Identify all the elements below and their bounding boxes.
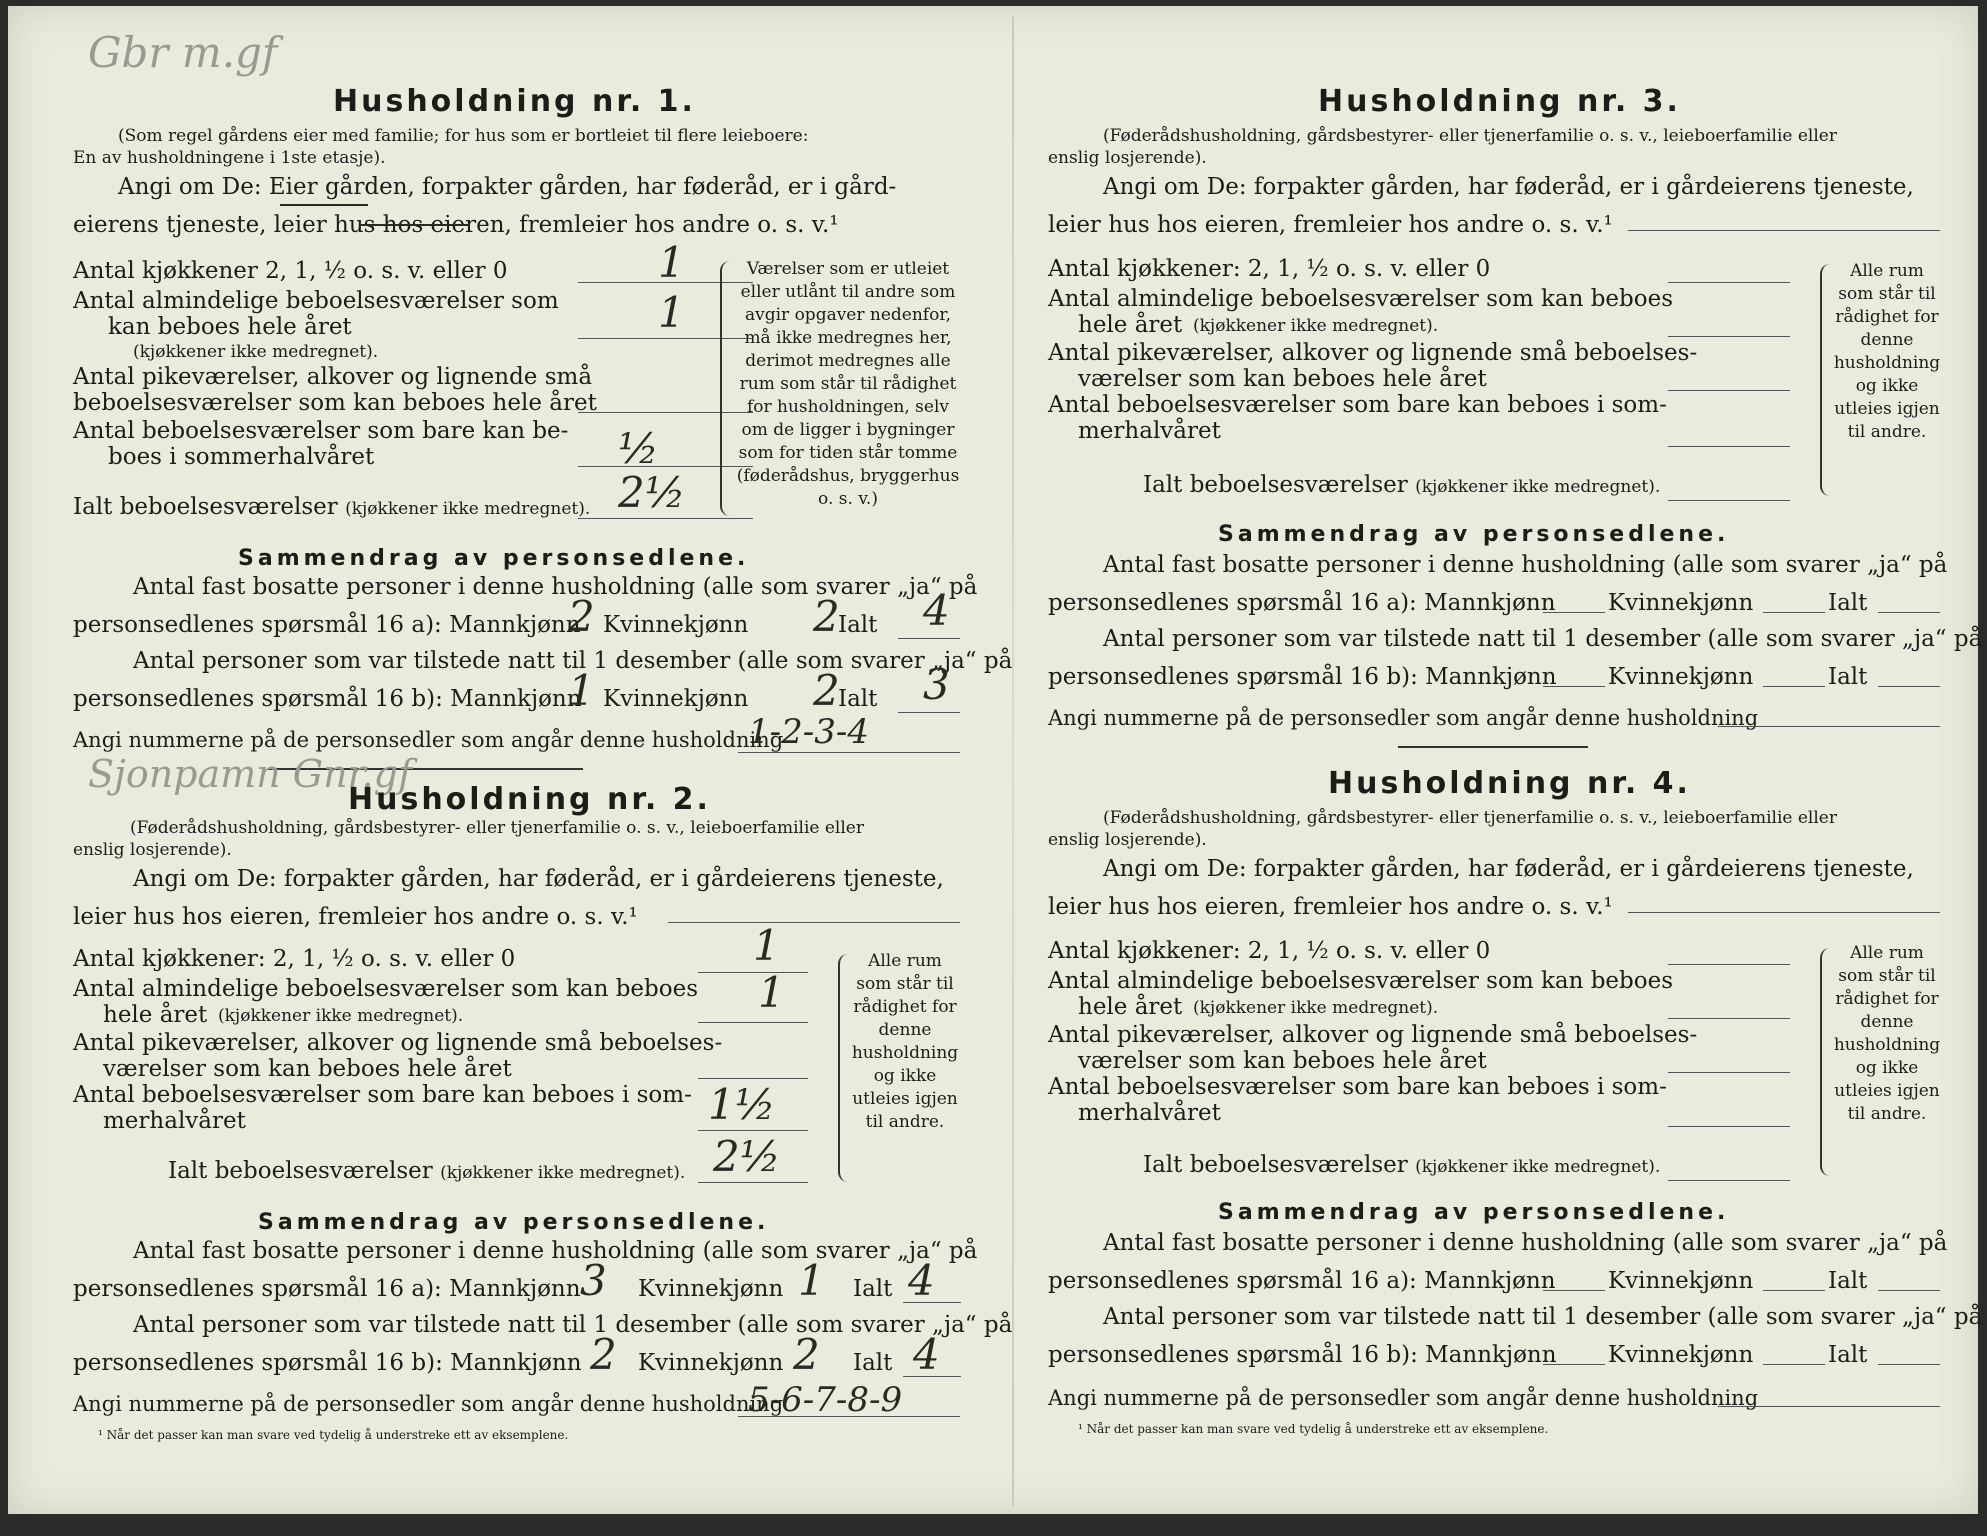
h4-row-somm-1: Antal beboelsesværelser som bare kan beboes i som- xyxy=(1048,1074,1667,1100)
fill-line xyxy=(1668,1018,1790,1019)
h3-side-note: Alle rum som står til rådighet for denne husholdning og ikke utleies igjen til andre. xyxy=(1833,261,1941,442)
hw-h2-m16b: 2 xyxy=(590,1330,617,1379)
fill-line xyxy=(1668,964,1790,965)
fill-line xyxy=(698,1078,808,1079)
fill-line xyxy=(738,752,960,753)
fill-line xyxy=(1878,1290,1940,1291)
h3-row-alm-1: Antal almindelige beboelsesværelser som kan beboes xyxy=(1048,286,1674,312)
h1-kvinne-1: Kvinnekjønn xyxy=(603,612,749,638)
h3-row-kjokken: Antal kjøkkener: 2, 1, ½ o. s. v. eller 0 xyxy=(1048,256,1491,282)
h4-row-alm-1: Antal almindelige beboelsesværelser som kan beboes xyxy=(1048,968,1674,994)
fill-line xyxy=(1668,336,1790,337)
fill-line xyxy=(698,1182,808,1183)
h1-row-ialt xyxy=(73,494,590,520)
h4-row-pike-1: Antal pikeværelser, alkover og lignende små beboelses- xyxy=(1048,1022,1698,1048)
fill-line xyxy=(1763,1290,1825,1291)
hw-h2-m16a: 3 xyxy=(580,1256,607,1305)
h1-side-note: Værelser som er utleiet eller utlånt til andre som avgir opgaver nedenfor, må ikke medregnes her, derimot medregnes alle rum som står til rådighet for husholdningen, selv om de ligger i bygninger som for tiden står tomme (føderådshus, bryggerhus o. s. v.) xyxy=(736,259,960,509)
h4-sum-1b: personsedlenes spørsmål 16 a): Mannkjønn xyxy=(1048,1268,1556,1294)
household-1-title: Husholdning nr. 1. xyxy=(333,84,696,119)
page-fold xyxy=(1012,16,1014,1506)
h4-nummer-label: Angi nummerne på de personsedler som angår denne husholdning xyxy=(1048,1386,1759,1410)
h3-row-alm-3: (kjøkkener ikke medregnet). xyxy=(1193,316,1439,336)
h4-footnote: ¹ Når det passer kan man svare ved tydelig å understreke ett av eksemplene. xyxy=(1078,1422,1549,1436)
household-4-angi-2: leier hus hos eieren, fremleier hos andre o. s. v.¹ xyxy=(1048,894,1613,920)
fill-line xyxy=(903,1376,961,1377)
hw-h2-i16a: 4 xyxy=(908,1256,935,1305)
fill-line xyxy=(1543,1364,1605,1365)
fill-line xyxy=(578,518,753,519)
h2-row-alm-3: (kjøkkener ikke medregnet). xyxy=(218,1006,464,1026)
h3-row-pike-1: Antal pikeværelser, alkover og lignende små beboelses- xyxy=(1048,340,1698,366)
hw-h1-ialt: 2½ xyxy=(618,468,686,517)
household-4-title: Husholdning nr. 4. xyxy=(1328,766,1691,801)
right-page xyxy=(1038,6,1983,1514)
h4-nummer xyxy=(1048,1386,1758,1410)
household-3-title: Husholdning nr. 3. xyxy=(1318,84,1681,119)
household-4-angi-1: Angi om De: forpakter gården, har føderåd, er i gårdeierens tjeneste, xyxy=(1103,856,1914,882)
h2-row-kjokken: Antal kjøkkener: 2, 1, ½ o. s. v. eller 0 xyxy=(73,946,516,972)
fill-line xyxy=(1543,612,1605,613)
h3-row-somm-1: Antal beboelsesværelser som bare kan beboes i som- xyxy=(1048,392,1667,418)
h2-sum-1a: Antal fast bosatte personer i denne husholdning (alle som svarer „ja“ på xyxy=(133,1238,978,1264)
h3-summary-title: Sammendrag av personsedlene. xyxy=(1218,522,1730,547)
hw-h1-k16b: 2 xyxy=(813,666,840,715)
fill-line xyxy=(668,922,960,923)
fill-line xyxy=(1878,686,1940,687)
h4-sum-2a: Antal personer som var tilstede natt til 1 desember (alle som svarer „ja“ på xyxy=(1103,1304,1983,1330)
hw-h1-kjokken: 1 xyxy=(658,238,685,287)
h2-kvinne-1: Kvinnekjønn xyxy=(638,1276,784,1302)
h1-summary-title: Sammendrag av personsedlene. xyxy=(238,546,750,571)
household-2-angi-1: Angi om De: forpakter gården, har føderåd, er i gårdeierens tjeneste, xyxy=(133,866,944,892)
hw-h1-somm: ½ xyxy=(618,424,659,473)
h4-row-ialt xyxy=(1143,1152,1660,1178)
h1-row-somm-2: boes i sommerhalvåret xyxy=(108,444,375,470)
h1-ialt-label: Ialt beboelsesværelser xyxy=(73,494,338,520)
brace xyxy=(1820,948,1832,1176)
fill-line xyxy=(1668,282,1790,283)
h4-ialt-label: Ialt beboelsesværelser xyxy=(1143,1152,1408,1178)
hw-h2-kjokken: 1 xyxy=(753,921,780,970)
fill-line xyxy=(698,972,808,973)
h4-side-note: Alle rum som står til rådighet for denne husholdning og ikke utleies igjen til andre. xyxy=(1833,943,1941,1124)
fill-line xyxy=(1668,500,1790,501)
pencil-note-top: Gbr m.gf xyxy=(88,28,278,77)
strikethrough-hos-eieren xyxy=(360,224,470,226)
h4-sum-1a: Antal fast bosatte personer i denne husholdning (alle som svarer „ja“ på xyxy=(1103,1230,1948,1256)
h4-kvinne-1: Kvinnekjønn xyxy=(1608,1268,1754,1294)
household-4-intro: (Føderådshusholdning, gårdsbestyrer- eller tjenerfamilie o. s. v., leieboerfamilie eller xyxy=(1103,808,1837,828)
h3-sum-2a: Antal personer som var tilstede natt til 1 desember (alle som svarer „ja“ på xyxy=(1103,626,1983,652)
fill-line xyxy=(698,1022,808,1023)
census-sheet xyxy=(8,6,1983,1514)
h4-summary-title: Sammendrag av personsedlene. xyxy=(1218,1200,1730,1225)
h2-row-ialt xyxy=(168,1158,685,1184)
h3-nummer xyxy=(1048,706,1758,730)
hw-h1-nummer: 1-2-3-4 xyxy=(748,712,869,752)
brace xyxy=(1820,264,1832,496)
h4-ialt-2: Ialt xyxy=(1828,1342,1868,1368)
fill-line xyxy=(1878,1364,1940,1365)
h2-sum-2b: personsedlenes spørsmål 16 b): Mannkjønn xyxy=(73,1350,582,1376)
h3-sum-2b: personsedlenes spørsmål 16 b): Mannkjønn xyxy=(1048,664,1557,690)
h1-ialt-1: Ialt xyxy=(838,612,878,638)
hw-h1-m16b: 1 xyxy=(568,666,595,715)
h1-ialt-note: (kjøkkener ikke medregnet). xyxy=(345,499,591,519)
fill-line xyxy=(898,712,960,713)
h1-nummer-label: Angi nummerne på de personsedler som angår denne husholdning xyxy=(73,728,784,752)
h1-ialt-2: Ialt xyxy=(838,686,878,712)
fill-line xyxy=(698,1130,808,1131)
household-3-intro: (Føderådshusholdning, gårdsbestyrer- eller tjenerfamilie o. s. v., leieboerfamilie eller xyxy=(1103,126,1837,146)
h4-kvinne-2: Kvinnekjønn xyxy=(1608,1342,1754,1368)
left-page xyxy=(58,6,1013,1514)
h4-ialt-note: (kjøkkener ikke medregnet). xyxy=(1415,1157,1661,1177)
h1-row-alm-3: (kjøkkener ikke medregnet). xyxy=(133,342,379,362)
h3-ialt-2: Ialt xyxy=(1828,664,1868,690)
h2-ialt-1: Ialt xyxy=(853,1276,893,1302)
pencil-note-mid: Sjonpamn Gnr.gf xyxy=(88,752,413,796)
h3-sum-1b: personsedlenes spørsmål 16 a): Mannkjønn xyxy=(1048,590,1556,616)
h2-sum-2a: Antal personer som var tilstede natt til 1 desember (alle som svarer „ja“ på xyxy=(133,1312,1013,1338)
h1-sum-2a: Antal personer som var tilstede natt til 1 desember (alle som svarer „ja“ på xyxy=(133,648,1013,674)
divider xyxy=(1398,746,1588,748)
fill-line xyxy=(1543,686,1605,687)
hw-h1-i16b: 3 xyxy=(923,660,950,709)
brace xyxy=(838,954,850,1182)
fill-line xyxy=(1718,1406,1940,1407)
h3-row-alm-2: hele året xyxy=(1078,312,1183,338)
h4-ialt-1: Ialt xyxy=(1828,1268,1868,1294)
h4-row-somm-2: merhalvåret xyxy=(1078,1100,1221,1126)
household-3-angi-1: Angi om De: forpakter gården, har føderåd, er i gårdeierens tjeneste, xyxy=(1103,174,1914,200)
hw-h2-nummer: 5-6-7-8-9 xyxy=(748,1380,903,1420)
h2-kvinne-2: Kvinnekjønn xyxy=(638,1350,784,1376)
h2-summary-title: Sammendrag av personsedlene. xyxy=(258,1210,770,1235)
h1-row-pike-2: beboelsesværelser som kan beboes hele året xyxy=(73,390,597,416)
h1-row-alm-2: kan beboes hele året xyxy=(108,314,352,340)
household-2-intro: (Føderådshusholdning, gårdsbestyrer- eller tjenerfamilie o. s. v., leieboerfamilie eller xyxy=(130,818,864,838)
h1-sum-1b: personsedlenes spørsmål 16 a): Mannkjønn xyxy=(73,612,581,638)
fill-line xyxy=(1763,612,1825,613)
h4-row-alm-3: (kjøkkener ikke medregnet). xyxy=(1193,998,1439,1018)
h2-row-pike-1: Antal pikeværelser, alkover og lignende små beboelses- xyxy=(73,1030,723,1056)
h2-row-alm-2: hele året xyxy=(103,1002,208,1028)
h3-row-pike-2: værelser som kan beboes hele året xyxy=(1078,366,1487,392)
fill-line xyxy=(1668,1072,1790,1073)
hw-h1-i16a: 4 xyxy=(923,586,950,635)
h3-row-ialt xyxy=(1143,472,1660,498)
h3-nummer-label: Angi nummerne på de personsedler som angår denne husholdning xyxy=(1048,706,1759,730)
hw-h2-somm: 1½ xyxy=(708,1080,776,1129)
hw-h1-m16a: 2 xyxy=(568,592,595,641)
h1-nummer xyxy=(73,728,783,752)
h3-kvinne-2: Kvinnekjønn xyxy=(1608,664,1754,690)
hw-h2-k16b: 2 xyxy=(793,1330,820,1379)
h2-nummer-label: Angi nummerne på de personsedler som angår denne husholdning xyxy=(73,1392,784,1416)
fill-line xyxy=(1543,1290,1605,1291)
fill-line xyxy=(903,1302,961,1303)
h3-ialt-1: Ialt xyxy=(1828,590,1868,616)
h2-sum-1b: personsedlenes spørsmål 16 a): Mannkjønn xyxy=(73,1276,581,1302)
fill-line xyxy=(1668,390,1790,391)
household-2-angi-2: leier hus hos eieren, fremleier hos andre o. s. v.¹ xyxy=(73,904,638,930)
h2-row-alm-1: Antal almindelige beboelsesværelser som kan beboes xyxy=(73,976,699,1002)
h3-kvinne-1: Kvinnekjønn xyxy=(1608,590,1754,616)
household-3-intro2: enslig losjerende). xyxy=(1048,148,1207,168)
hw-h2-k16a: 1 xyxy=(798,1256,825,1305)
h2-footnote: ¹ Når det passer kan man svare ved tydelig å understreke ett av eksemplene. xyxy=(98,1428,569,1442)
h2-row-somm-2: merhalvåret xyxy=(103,1108,246,1134)
h2-ialt-note: (kjøkkener ikke medregnet). xyxy=(440,1163,686,1183)
household-4-intro2: enslig losjerende). xyxy=(1048,830,1207,850)
fill-line xyxy=(1668,446,1790,447)
h1-sum-2b: personsedlenes spørsmål 16 b): Mannkjønn xyxy=(73,686,582,712)
fill-line xyxy=(1668,1180,1790,1181)
fill-line xyxy=(1628,912,1940,913)
underline-eier xyxy=(280,204,368,206)
fill-line xyxy=(1763,686,1825,687)
h2-row-pike-2: værelser som kan beboes hele året xyxy=(103,1056,512,1082)
brace xyxy=(720,261,732,516)
hw-h2-i16b: 4 xyxy=(913,1330,940,1379)
h1-sum-1a: Antal fast bosatte personer i denne husholdning (alle som svarer „ja“ på xyxy=(133,574,978,600)
h3-ialt-label: Ialt beboelsesværelser xyxy=(1143,472,1408,498)
h1-row-kjokken: Antal kjøkkener 2, 1, ½ o. s. v. eller 0 xyxy=(73,258,508,284)
hw-h2-alm: 1 xyxy=(758,968,785,1017)
fill-line xyxy=(1718,726,1940,727)
fill-line xyxy=(898,638,960,639)
household-2-title: Husholdning nr. 2. xyxy=(348,782,711,817)
h1-kvinne-2: Kvinnekjønn xyxy=(603,686,749,712)
h1-row-pike-1: Antal pikeværelser, alkover og lignende små xyxy=(73,364,593,390)
h4-row-kjokken: Antal kjøkkener: 2, 1, ½ o. s. v. eller 0 xyxy=(1048,938,1491,964)
h2-nummer xyxy=(73,1392,783,1416)
household-3-angi-2: leier hus hos eieren, fremleier hos andre o. s. v.¹ xyxy=(1048,212,1613,238)
h2-ialt-2: Ialt xyxy=(853,1350,893,1376)
hw-h1-alm: 1 xyxy=(658,288,685,337)
household-2-intro2: enslig losjerende). xyxy=(73,840,232,860)
h1-row-somm-1: Antal beboelsesværelser som bare kan be- xyxy=(73,418,569,444)
h2-ialt-label: Ialt beboelsesværelser xyxy=(168,1158,433,1184)
h4-sum-2b: personsedlenes spørsmål 16 b): Mannkjønn xyxy=(1048,1342,1557,1368)
h1-row-alm-1: Antal almindelige beboelsesværelser som xyxy=(73,288,559,314)
h3-row-somm-2: merhalvåret xyxy=(1078,418,1221,444)
fill-line xyxy=(1878,612,1940,613)
fill-line xyxy=(1763,1364,1825,1365)
h3-ialt-note: (kjøkkener ikke medregnet). xyxy=(1415,477,1661,497)
fill-line xyxy=(1668,1126,1790,1127)
h3-sum-1a: Antal fast bosatte personer i denne husholdning (alle som svarer „ja“ på xyxy=(1103,552,1948,578)
household-1-angi-2: eierens tjeneste, leier hus hos eieren, fremleier hos andre o. s. v.¹ xyxy=(73,212,839,238)
household-1-intro2: En av husholdningene i 1ste etasje). xyxy=(73,148,386,168)
h4-row-alm-2: hele året xyxy=(1078,994,1183,1020)
h2-side-note: Alle rum som står til rådighet for denne husholdning og ikke utleies igjen til andre. xyxy=(851,951,959,1132)
h4-row-pike-2: værelser som kan beboes hele året xyxy=(1078,1048,1487,1074)
h2-row-somm-1: Antal beboelsesværelser som bare kan beboes i som- xyxy=(73,1082,692,1108)
hw-h1-k16a: 2 xyxy=(813,592,840,641)
household-1-intro: (Som regel gårdens eier med familie; for hus som er bortleiet til flere leieboere: xyxy=(118,126,809,146)
hw-h2-ialt: 2½ xyxy=(713,1132,781,1181)
fill-line xyxy=(738,1416,960,1417)
fill-line xyxy=(1628,230,1940,231)
household-1-angi-1: Angi om De: Eier gården, forpakter gården, har føderåd, er i gård- xyxy=(118,174,897,200)
